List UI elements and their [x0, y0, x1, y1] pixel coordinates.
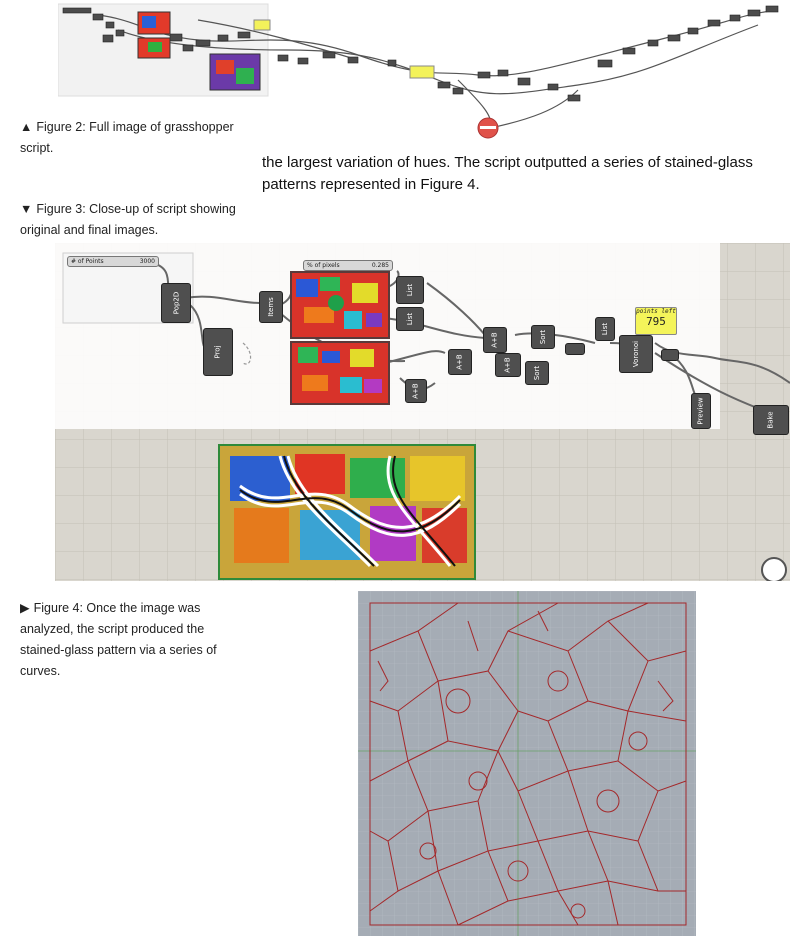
original-heatmap-image	[292, 273, 388, 337]
sort-component-b[interactable]: Sort	[525, 361, 549, 385]
sort-component-a[interactable]: Sort	[531, 325, 555, 349]
figure-4-caption	[20, 598, 250, 682]
figure-4-caption-line-3: stained-glass pattern via a series of	[20, 643, 217, 657]
add-component-b[interactable]: A+B	[448, 349, 472, 375]
navigation-dial[interactable]	[761, 557, 787, 581]
figure-3-caption	[20, 199, 260, 241]
panel-value: 795	[646, 315, 666, 328]
output-param[interactable]	[661, 349, 679, 361]
figure-3-caption-line-2: original and final images.	[20, 223, 159, 237]
triangle-right-icon: ▶	[20, 601, 30, 615]
voronoi-component[interactable]: Voronoi	[619, 335, 653, 373]
figure-4-stained-glass-pattern	[358, 591, 696, 936]
final-heatmap-image	[292, 343, 388, 403]
figure-4-caption-line-1: Figure 4: Once the image was	[33, 601, 201, 615]
pixel-slider-label: % of pixels	[307, 262, 340, 269]
pixel-slider-value: 0.285	[371, 262, 389, 269]
original-image-node[interactable]	[290, 271, 390, 339]
pixel-percent-slider[interactable]	[303, 260, 393, 271]
pop2d-component[interactable]: Pop2D	[161, 283, 191, 323]
list-component-a[interactable]: List	[396, 276, 424, 304]
preview-component[interactable]: Preview	[691, 393, 711, 429]
body-line-1: the largest variation of hues. The script outputted a series of stained-glass	[262, 154, 753, 171]
stained-glass-preview-image	[220, 446, 474, 578]
add-component-c[interactable]: A+B	[483, 327, 507, 353]
panel-title: points left	[636, 308, 676, 315]
figure-3-caption-line-1: Figure 3: Close-up of script showing	[36, 202, 236, 216]
body-paragraph	[262, 152, 782, 196]
body-line-2: patterns represented in Figure 4.	[262, 176, 480, 193]
points-slider-value: 3000	[139, 258, 155, 265]
small-param[interactable]	[565, 343, 585, 355]
figure-2-caption	[20, 117, 250, 159]
stained-glass-preview-node[interactable]	[218, 444, 476, 580]
figure-4-caption-line-4: curves.	[20, 664, 61, 678]
figure-4-caption-line-2: analyzed, the script produced the	[20, 622, 205, 636]
triangle-down-icon: ▼	[20, 202, 33, 216]
add-component-a[interactable]: A+B	[405, 379, 427, 403]
points-slider-label: # of Points	[71, 258, 104, 265]
voronoi-curves-graphic	[358, 591, 696, 936]
proj-component[interactable]: Proj	[203, 328, 233, 376]
list-component-c[interactable]: List	[595, 317, 615, 341]
figure-3-script-closeup	[55, 243, 790, 581]
points-left-panel[interactable]	[635, 307, 677, 335]
triangle-up-icon: ▲	[20, 120, 33, 134]
bake-component[interactable]: Bake	[753, 405, 789, 435]
points-slider[interactable]	[67, 256, 159, 267]
final-image-node[interactable]	[290, 341, 390, 405]
figure-2-caption-line-2: script.	[20, 141, 54, 155]
add-component-d[interactable]: A+B	[495, 353, 521, 377]
list-component-b[interactable]: List	[396, 307, 424, 331]
items-component[interactable]: Items	[259, 291, 283, 323]
figure-2-caption-line-1: Figure 2: Full image of grasshopper	[36, 120, 234, 134]
